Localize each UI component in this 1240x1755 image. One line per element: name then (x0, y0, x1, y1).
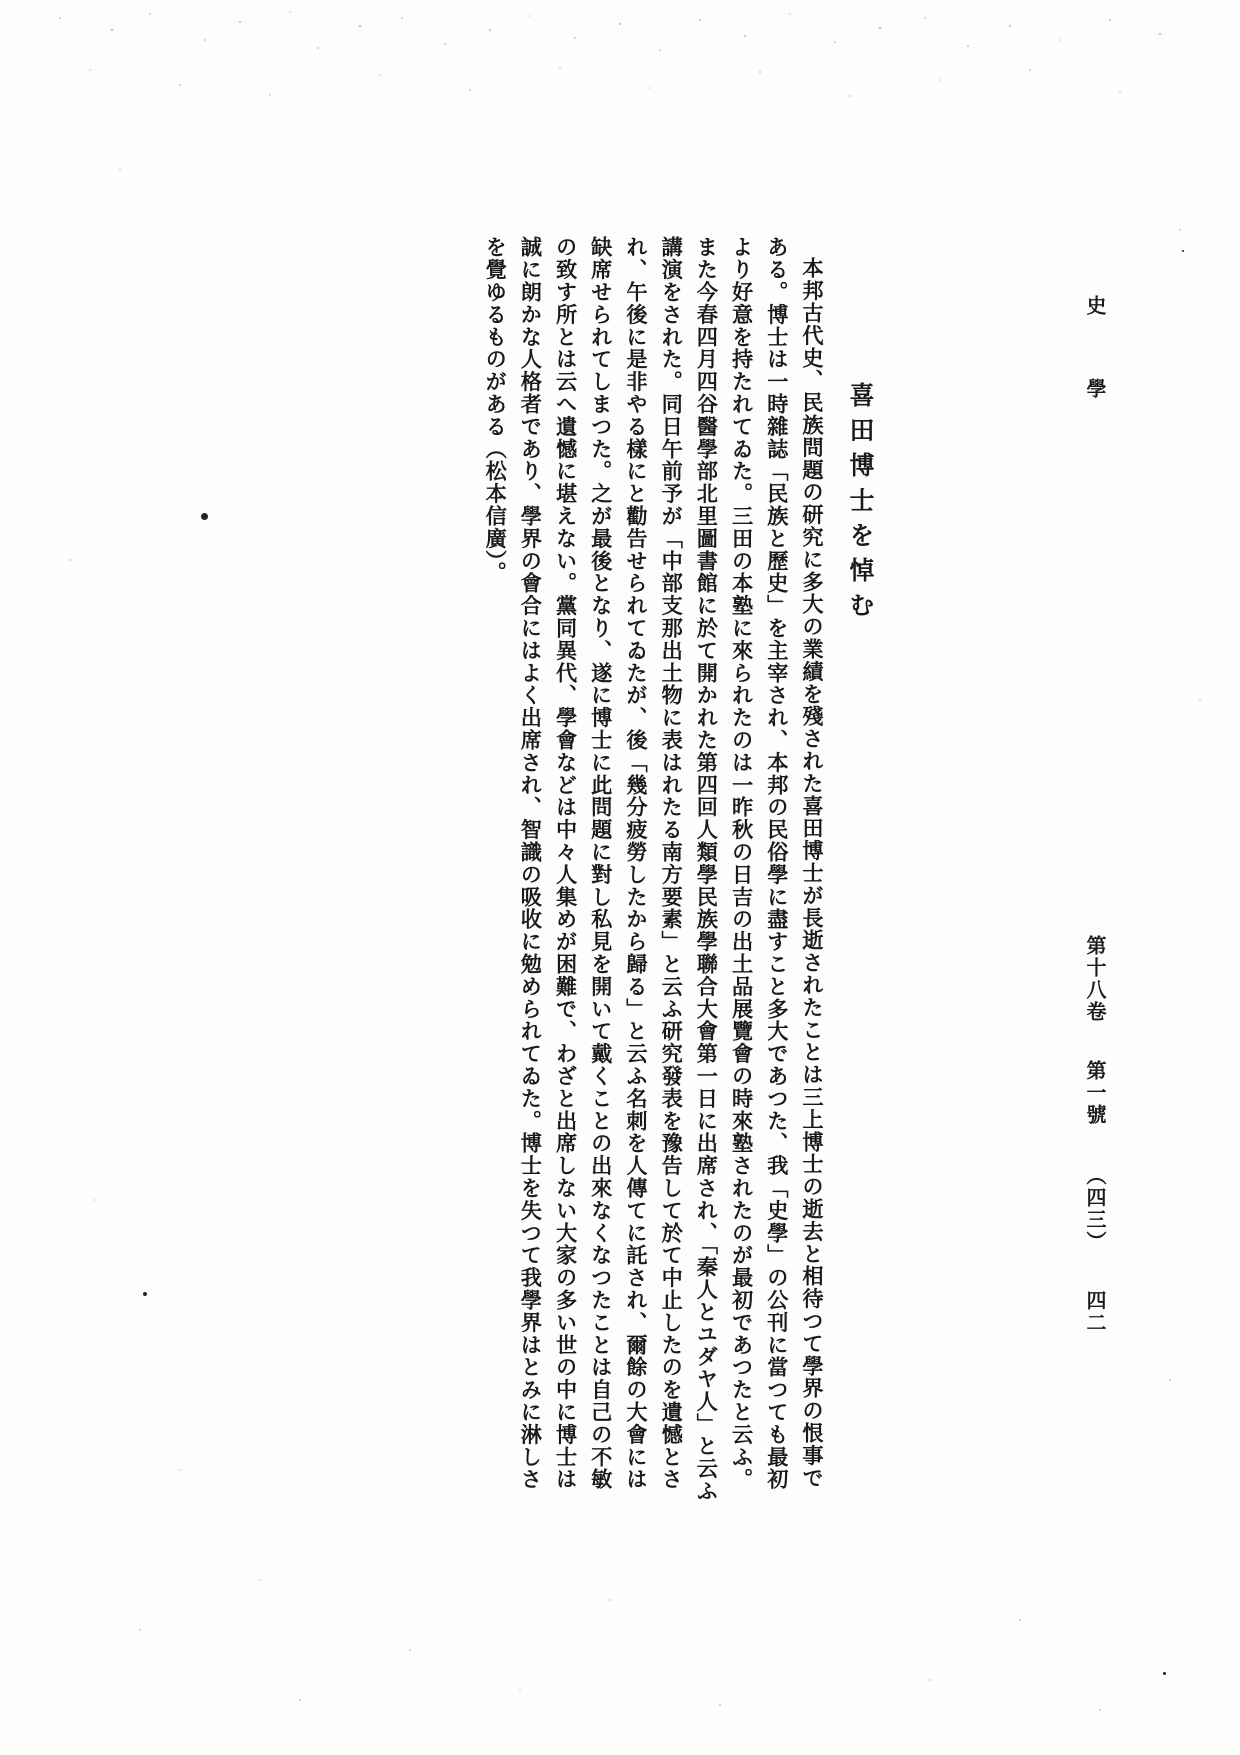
volume-label: 第十八卷 (1083, 935, 1107, 1023)
issue-number-label: 第一號 (1083, 1060, 1107, 1126)
scan-dot (1163, 1672, 1166, 1675)
scan-dot (143, 1292, 147, 1296)
issue-page-label: （四三） (1083, 1165, 1107, 1253)
article-paragraph: 本邦古代史、民族問題の研究に多大の業績を殘された喜田博士が長逝されたことは三上博士の逝去と相待つて學界の恨事である。博士は一時雜誌「民族と歷史」を主宰され、本邦の民俗學に盡すこと多大であつた、我「史學」の公刊に當つても最初より好意を持たれてゐた。三田の本塾に來られたのは一昨秋の日吉の出土品展覽會の時來塾されたのが最初であつたと云ふ。また今春四月四谷醫學部北里圖書館に於て開かれた第四回人類學民族學聯合大會第一日に出席され、「秦人とユダヤ人」と云ふ講演をされた。同日午前予が「中部支那出土物に表はれたる南方要素」と云ふ研究發表を豫告して於て中止したのを遺憾とされ、午後に是非やる樣にと勸告せられてゐたが、後「幾分疲勞したから歸る」と云ふ名刺を人傳てに託され、爾餘の大會には缺席せられてしまつた。之が最後となり、遂に博士に此問題に對し私見を開いて戴くことの出來なくなつたことは自己の不敏の致す所とは云へ遺憾に堪えない。黨同異代、學會などは中々人集めが困難で、わざと出席しない大家の多い世の中に博士は誠に朗かな人格者であり、學界の會合にはよく出席され、智識の吸收に勉められてゐた。博士を失つて我學界はとみに淋しさを覺ゆるものがある（松本信廣）。 (483, 236, 825, 1503)
journal-title-char-2: 學 (1083, 378, 1107, 398)
scan-dot (201, 513, 208, 520)
article-title: 喜田博士を悼む (846, 382, 875, 627)
journal-title-char-1: 史 (1083, 295, 1107, 315)
scan-dot (1182, 250, 1184, 252)
article-body (478, 236, 830, 1506)
page-number: 四二 (1083, 1290, 1107, 1334)
